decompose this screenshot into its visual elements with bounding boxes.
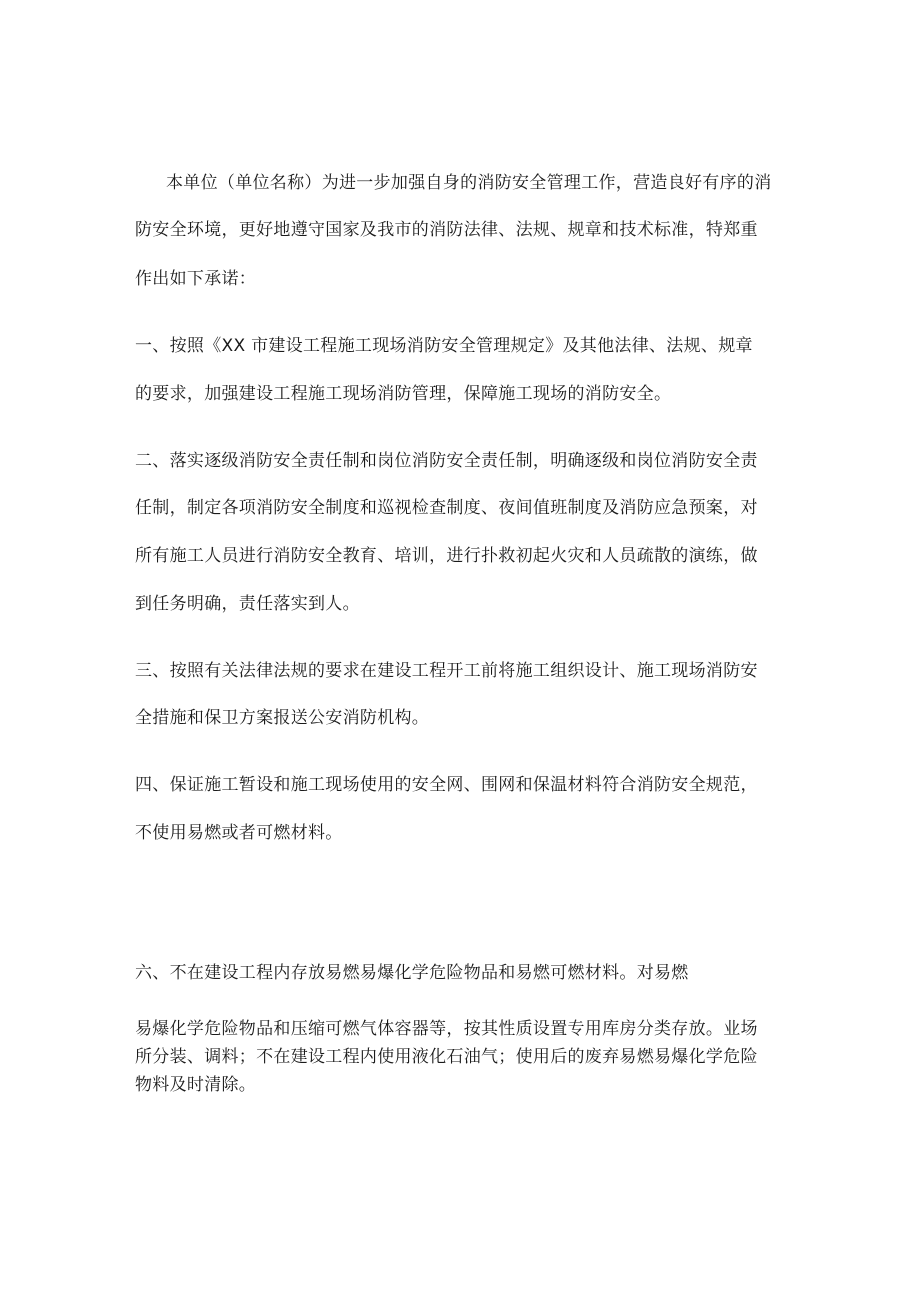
intro-line-1: 本单位（单位名称）为进一步加强自身的消防安全管理工作，营造良好有序的消 [166, 173, 772, 193]
item-6-line-4: 物料及时清除。 [135, 1075, 257, 1095]
item-6-line-2: 易爆化学危险物品和压缩可燃气体容器等，按其性质设置专用库房分类存放。业场 [135, 1019, 758, 1039]
intro-line-3: 作出如下承诺： [135, 269, 257, 289]
intro-line-2: 防安全环境，更好地遵守国家及我市的消防法律、法规、规章和技术标准，特郑重 [135, 220, 758, 240]
item-6-line-3: 所分装、调料；不在建设工程内使用液化石油气；使用后的废弃易燃易爆化学危险 [135, 1047, 758, 1067]
item-3-line-1: 三、按照有关法律法规的要求在建设工程开工前将施工组织设计、施工现场消防安 [135, 661, 758, 681]
item-2-line-4: 到任务明确，责任落实到人。 [135, 594, 360, 614]
item-1-line-2: 的要求，加强建设工程施工现场消防管理，保障施工现场的消防安全。 [135, 384, 672, 404]
item-3-line-2: 全措施和保卫方案报送公安消防机构。 [135, 708, 430, 728]
item-4-line-2: 不使用易燃或者可燃材料。 [135, 823, 343, 843]
item-2-line-1: 二、落实逐级消防安全责任制和岗位消防安全责任制，明确逐级和岗位消防安全责 [135, 451, 758, 471]
item-2-line-3: 所有施工人员进行消防安全教育、培训，进行扑救初起火灾和人员疏散的演练，做 [135, 546, 758, 566]
item-2-line-2: 任制，制定各项消防安全制度和巡视检查制度、夜间值班制度及消防应急预案，对 [135, 498, 758, 518]
item-4-line-1: 四、保证施工暂设和施工现场使用的安全网、围网和保温材料符合消防安全规范， [135, 775, 758, 795]
item-6-line-1: 六、不在建设工程内存放易燃易爆化学危险物品和易燃可燃材料。对易燃 [135, 963, 689, 983]
item-1-line-1: 一、按照《XX 市建设工程施工现场消防安全管理规定》及其他法律、法规、规章 [135, 336, 753, 356]
